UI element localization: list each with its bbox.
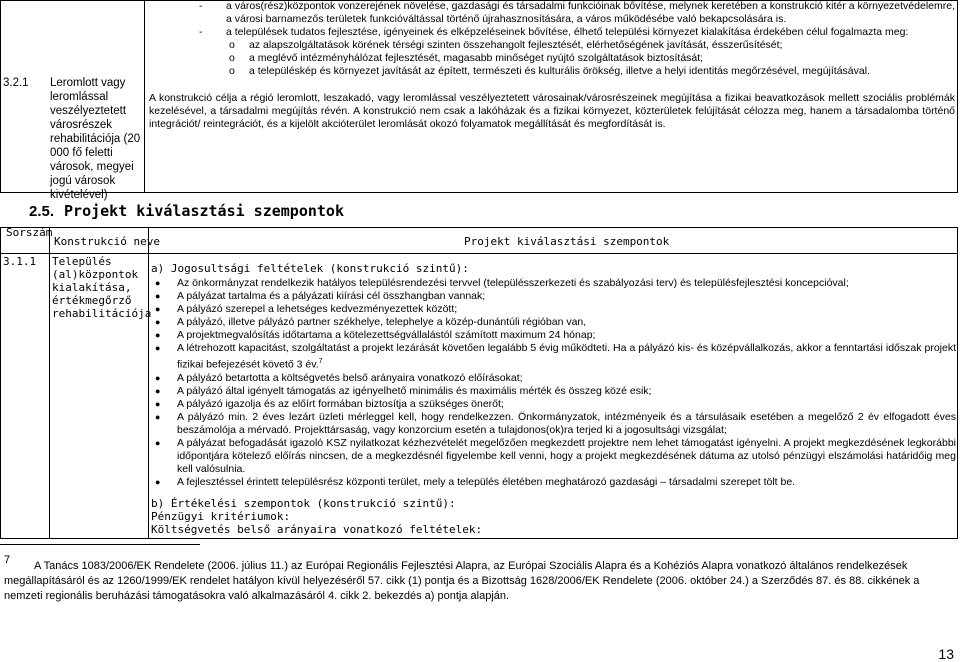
header-konstrukcio: Konstrukció neve — [54, 235, 160, 248]
criteria-b-line: Pénzügyi kritériumok: — [151, 510, 291, 523]
criteria-item: ● A pályázó szerepel a lehetséges kedvezményezettek között; — [151, 303, 956, 316]
header-projekt: Projekt kiválasztási szempontok — [464, 235, 670, 248]
footnote — [4, 553, 954, 604]
header-divider — [1, 253, 957, 254]
section-heading — [29, 202, 344, 220]
criteria-item: ● A projektmegvalósítás időtartama a kötelezettségvállalástól számított maximum 24 hónap; — [151, 329, 956, 342]
criteria-item: ● A fejlesztéssel érintett településrész központi terület, mely a település életében meghatározó gazdasági – társadalmi szerepet tölt be. — [151, 476, 956, 489]
criteria-cell — [151, 262, 956, 489]
construction-number: 3.2.1 — [3, 77, 29, 89]
criteria-b-title: b) Értékelési szempontok (konstrukció szintű): — [151, 497, 456, 510]
construction-name: Leromlott vagy leromlással veszélyeztetett városrészek rehabilitációja (20 000 fő feletti városok, megyei jogú városok kivételével) — [50, 77, 141, 201]
criteria-item: ● A pályázat befogadását igazoló KSZ nyilatkozat kézhezvételét megelőzően megkezdett projektre nem lehet támogatást igényelni. A projekt megkezdésének legkorábbi időpontjára kötelező előírás nincsen, de a megkezdésnél figyelembe kell venni, hogy a projekt megkezdésének dátuma az utolsó pénzügyi elszámolási határidőig meg kell valósulnia. — [151, 437, 956, 476]
column-divider — [49, 228, 50, 538]
header-sorszam: Sorszám — [6, 226, 53, 239]
top-right-cell — [149, 0, 955, 131]
criteria-item: ● Az önkormányzat rendelkezik hatályos településrendezési tervvel (településszerkezeti és szabályozási terv) és településfejlesztési koncepcióval; — [151, 277, 956, 290]
footnote-text: A Tanács 1083/2006/EK Rendelete (2006. július 11.) az Európai Regionális Fejlesztési Alapra, az Európai Szociális Alapra és a Kohéziós Alapra vonatkozó általános rendelkezések megállapításáról és az 1260/1999/EK rendelet hatályon kívül helyezéséről 57. cikk (1) pontja és a Bizottság 1628/2006/EK Rendelete (2006. október 24.) a Szerződés 87. és 88. cikkének a nemzeti regionális beruházási támogatásokra való alkalmazásáról 4. cikk 2. bekezdés a) pontja alapján. — [4, 560, 920, 602]
section-title: Projekt kiválasztási szempontok — [64, 202, 344, 220]
sub-item: o a településkép és környezet javítását az épített, természeti és kulturális örökség, illetve a helyi identitás megőrzésével, megújításával. — [229, 65, 870, 77]
section-number: 2.5. — [29, 203, 55, 220]
row-construction-name: Település (al)központok kialakítása, értékmegőrző rehabilitációja — [52, 255, 152, 320]
criteria-b-line: Költségvetés belső arányaira vonatkozó feltételek: — [151, 523, 483, 536]
criteria-item: ● A pályázó igazolja és az előírt formában biztosítja a szükséges önerőt; — [151, 398, 956, 411]
criteria-item: ● A pályázó betartotta a költségvetés belső arányaira vonatkozó előírásokat; — [151, 372, 956, 385]
column-divider — [148, 228, 149, 538]
dash-item: - a települések tudatos fejlesztése, igényeinek és elképzeléseinek bővítése, élhető települési környezet kialakítása érdekében célul fogalmazta meg: — [199, 26, 909, 38]
description-paragraph: A konstrukció célja a régió leromlott, leszakadó, vagy leromlással veszélyeztetett városainak/városrészeinek megújítása a fizikai beavatkozások mellett szociális problémák kezelésével, a társadalmi megújítás révén. A konstrukció nem csak a lakóházak és a fizikai környezet, közterületek felújítását célozza meg, hanem a társadalomba történő integrációt/ reintegrációt, és a kijelölt akcióterület leromlását okozó folyamatok megállítását és megfordítását is. — [149, 92, 955, 130]
footnote-reference[interactable]: 7 — [318, 358, 323, 365]
criteria-a-title: a) Jogosultsági feltételek (konstrukció szintű): — [151, 262, 469, 275]
criteria-item: ● A pályázó által igényelt támogatás az igényelhető minimális és maximális mérték és összeg közé esik; — [151, 385, 956, 398]
criteria-item: ● A pályázat tartalma és a pályázati kiírási cél összhangban vannak; — [151, 290, 956, 303]
column-divider — [144, 1, 145, 192]
row-number: 3.1.1 — [3, 255, 37, 268]
page-number: 13 — [938, 646, 954, 662]
criteria-item: ● A pályázó min. 2 éves lezárt üzleti mérleggel kell, hogy rendelkezzen. Önkormányzatok, intézményeik és a társulásaik esetében a megelőző 2 év elfogadott éves beszámolója a mérvadó. Projekttársaság, vagy konzorcium esetén a tulajdonos(ok)ra terjed ki a jogosultsági vizsgálat; — [151, 411, 956, 437]
criteria-item: ● A pályázó, illetve pályázó partner székhelye, telephelye a közép-dunántúli régióban van, — [151, 316, 956, 329]
criteria-b — [151, 497, 482, 536]
footnote-mark: 7 — [4, 554, 11, 566]
dash-item: - a város(rész)központok vonzerejének növelése, gazdasági és társadalmi funkcióinak bővítése, melynek keretében a konstrukció kitér a környezetvédelemre, a városi barnamezős területek funkcióváltással történő újrahasznosítására, a város működésébe való bekapcsolására is. — [199, 0, 955, 25]
footnote-rule — [0, 544, 200, 545]
sub-item: o az alapszolgáltatások körének térségi szinten összehangolt fejlesztését, elérhetőségének javítását, ésszerűsítését; — [229, 39, 783, 51]
sub-item: o a meglévő intézményhálózat fejlesztését, magasabb minőséget nyújtó szolgáltatások biztosítását; — [229, 52, 704, 64]
criteria-item: ● A létrehozott kapacitást, szolgáltatást a projekt lezárását követően legalább 5 évig működteti. Ha a pályázó kis- és középvállalkozás, akkor a fenntartási időszak projekt fizikai befejezését követő 3 év.$^7$ — [151, 342, 956, 372]
